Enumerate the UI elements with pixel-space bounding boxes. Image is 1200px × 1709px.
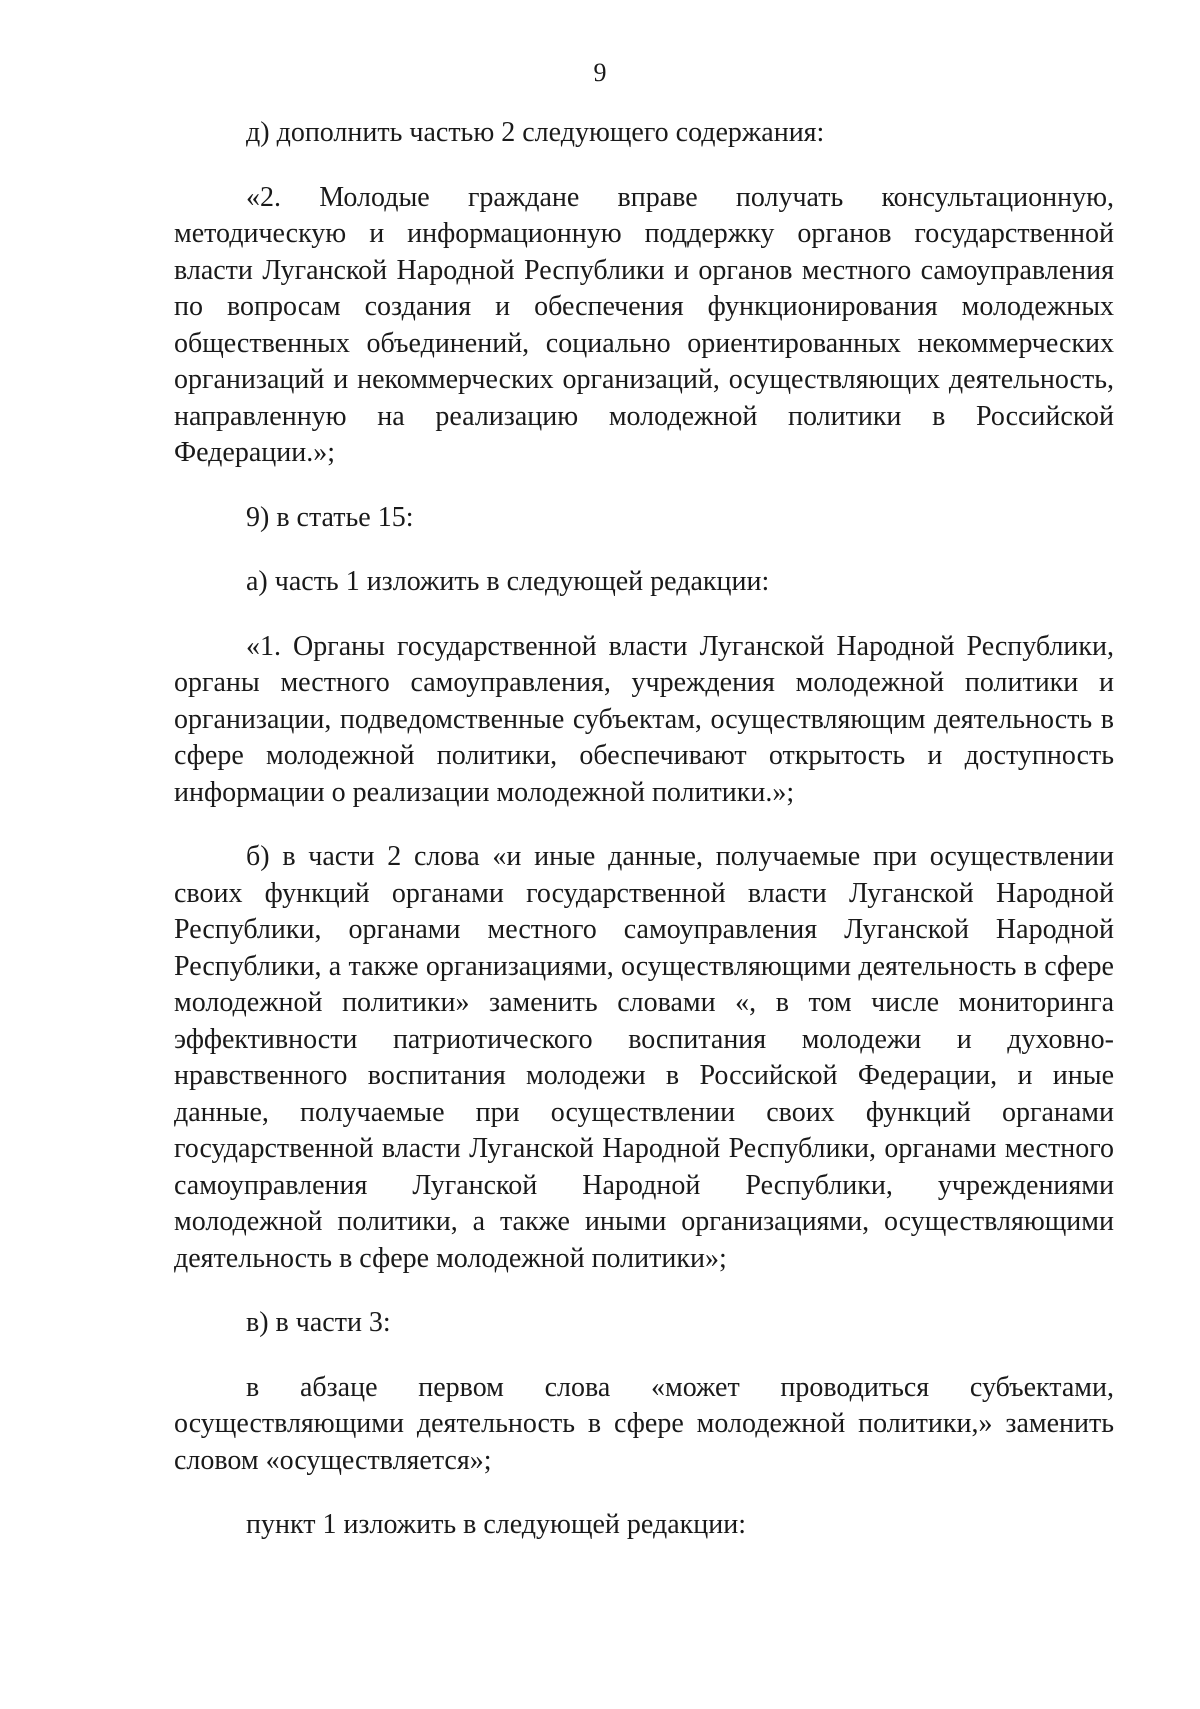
paragraph-part-1-text: «1. Органы государственной власти Луганской Народной Республики, органы местного самоуправления, учреждения молодежной политики и организации, подведомственные субъектам, осуществляющим деятельность в сфере молодежной политики, обеспечивают открытость и доступность информации о реализации молодежной политики.»; xyxy=(174,630,1114,808)
paragraph-first-subparagraph: в абзаце первом слова «может проводиться субъектами, осуществляющими деятельность в сфере молодежной политики,» заменить словом «осуществляется»; xyxy=(174,1371,1114,1476)
paragraph-v-part-3: в) в части 3: xyxy=(246,1307,391,1338)
paragraph-part-2-text: «2. Молодые граждане вправе получать консультационную, методическую и информационную поддержку органов государственной власти Луганской Народной Республики и органов местного самоуправления по вопросам создания и обеспечения функционирования молодежных общественных объединений, социально ориентированных некоммерческих организаций и некоммерческих организаций, осуществляющих деятельность, направленную на реализацию молодежной политики в Российской Федерации.»; xyxy=(174,181,1114,468)
paragraph-item-9-article-15: 9) в статье 15: xyxy=(246,501,414,533)
paragraph-d-add-part-2: д) дополнить частью 2 следующего содержания: xyxy=(246,117,825,148)
paragraph-point-1: пункт 1 изложить в следующей редакции: xyxy=(246,1509,746,1540)
paragraph-b-part-2: б) в части 2 слова «и иные данные, получаемые при осуществлении своих функций органами государственной власти Луганской Народной Республики, органами местного самоуправления Луганской Народной Республики, а также организациями, осуществляющими деятельность в сфере молодежной политики» заменить словами «, в том числе мониторинга эффективности патриотического воспитания молодежи и духовно-нравственного воспитания молодежи в Российской Федерации, и иные данные, получаемые при осуществлении своих функций органами государственной власти Луганской Народной Республики, органами местного самоуправления Луганской Народной Республики, учреждениями молодежной политики, а также иными организациями, осуществляющими деятельность в сфере молодежной политики»; xyxy=(174,841,1114,1274)
document-body xyxy=(174,115,1114,1572)
paragraph-a-part-1: а) часть 1 изложить в следующей редакции: xyxy=(246,566,770,597)
page-number: 9 xyxy=(593,58,607,87)
